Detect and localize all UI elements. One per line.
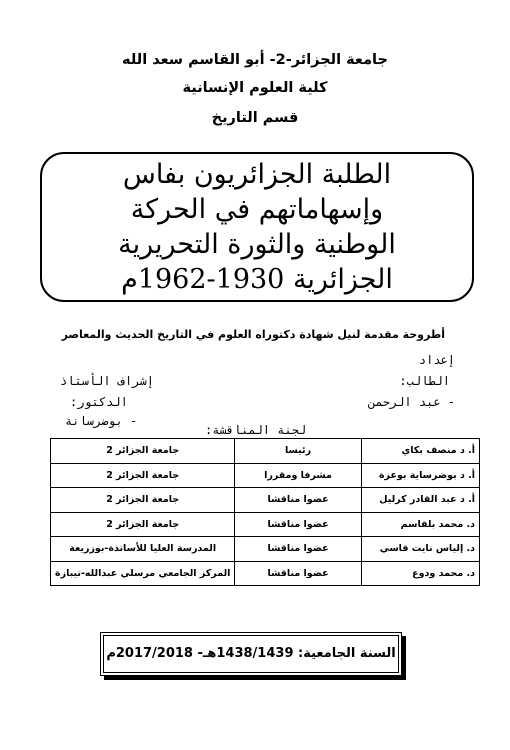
jury-institution: جامعة الجزائر 2 [51,463,235,488]
committee-label: لجنة المناقشة: [205,423,307,437]
jury-institution: جامعة الجزائر 2 [51,439,235,464]
supervision-label: إشراف الأستاذ [60,374,154,388]
department-name: قسم التاريخ [211,110,299,126]
supervisor-name: - بوضرسانة [65,414,138,428]
jury-role: عضوا مناقشا [235,488,361,513]
jury-role: مشرفا ومقررا [235,463,361,488]
table-row [51,463,480,488]
prepared-by-label: إعداد [418,353,455,367]
jury-role: رئيسا [235,439,361,464]
jury-name: أ. د عبد القادر كرليل [361,488,479,513]
title-line-1: الطلبة الجزائريون بفاس [122,159,392,190]
jury-table [50,438,480,586]
table-row [51,537,480,562]
jury-name: د. إلياس نايت قاسي [361,537,479,562]
jury-institution: المدرسة العليا للأساتذة-بوزريعة [51,537,235,562]
thesis-statement: أطروحة مقدمة لنيل شهادة دكتوراه العلوم في التاريخ الحديث والمعاصر [61,328,445,341]
jury-role: عضوا مناقشا [235,561,361,586]
table-row [51,512,480,537]
university-name: جامعة الجزائر-2- أبو القاسم سعد الله [122,52,388,68]
faculty-name: كلية العلوم الإنسانية [182,80,328,96]
table-row [51,561,480,586]
jury-name: د. محمد بلقاسم [361,512,479,537]
table-row [51,439,480,464]
title-line-2: وإسهاماتهم في الحركة [130,194,384,225]
jury-role: عضوا مناقشا [235,537,361,562]
jury-name: أ. د بوضرساية بوعزة [361,463,479,488]
table-row [51,488,480,513]
student-name: - عبد الرحمن [368,395,455,409]
jury-name: أ. د منصف بكاي [361,439,479,464]
jury-institution: جامعة الجزائر 2 [51,512,235,537]
title-line-3: الوطنية والثورة التحريرية [118,229,396,260]
doctor-label: الدكتور: [70,395,128,409]
academic-year: السنة الجامعية: 1438/1439هـ- 2017/2018م [100,632,402,676]
student-label: الطالب: [399,374,450,388]
jury-name: د. محمد ودوع [361,561,479,586]
title-line-4: الجزائرية 1930-1962م [121,264,393,295]
jury-institution: جامعة الجزائر 2 [51,488,235,513]
jury-institution: المركز الجامعي مرسلي عبدالله-تيبازة [51,561,235,586]
jury-role: عضوا مناقشا [235,512,361,537]
